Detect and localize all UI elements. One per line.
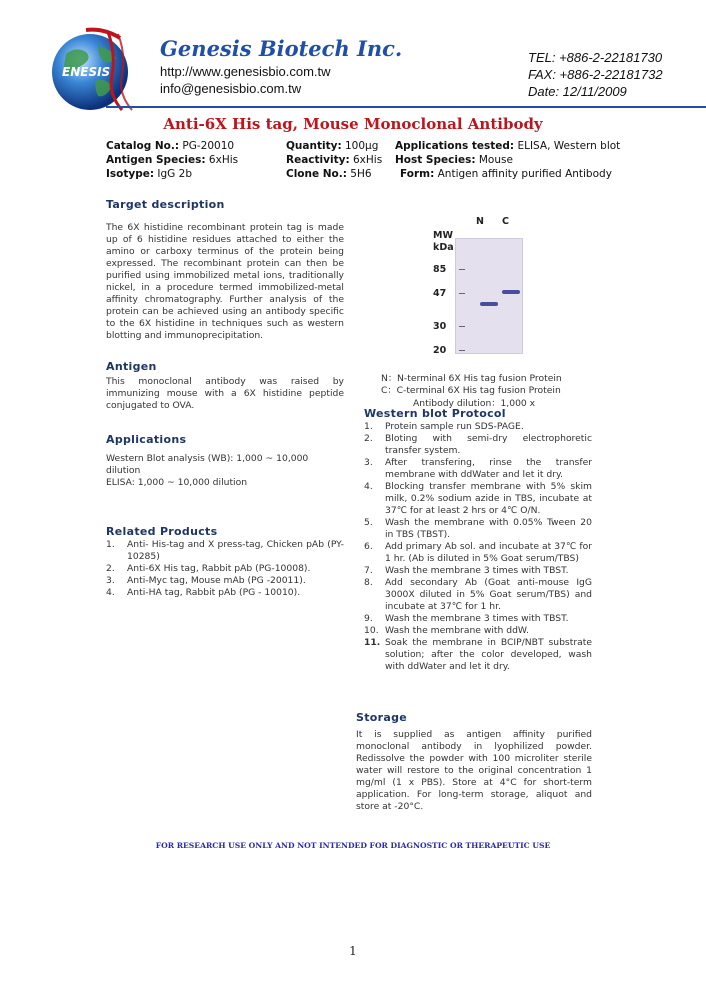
related-products-list [106,539,344,599]
antigen-heading: Antigen [106,360,157,373]
list-item: 1. Protein sample run SDS-PAGE. [364,421,524,432]
legend-c: C：C-terminal 6X His tag fusion Protein [381,385,561,396]
list-item: 6. Add primary Ab sol. and incubate at 37℃ for 1 hr. (Ab is diluted in 5% Goat serum/TBS) [364,541,592,564]
logo-text: ENESIS [62,65,111,79]
marker-85: 85 [433,264,447,275]
list-item: 5. Wash the membrane with 0.05% Tween 20 in TBS (TBST). [364,517,592,540]
antigen-species: Antigen Species: 6xHis [106,154,239,166]
legend-n: N：N-terminal 6X His tag fusion Protein [381,373,562,384]
product-title: Anti-6X His tag, Mouse Monoclonal Antibody [163,115,543,133]
catalog-number: Catalog No.: PG-20010 [106,140,235,152]
mw-label: MW [433,230,453,241]
band-c-lane [502,290,520,294]
ladder-mark [459,269,465,270]
storage-heading: Storage [356,711,408,724]
list-item: 9. Wash the membrane 3 times with TBST. [364,613,569,624]
list-item: 4. Anti-HA tag, Rabbit pAb (PG - 10010). [106,587,301,598]
clone-number: Clone No.: 5H6 [286,168,372,180]
marker-47: 47 [433,288,447,299]
document-date: Date: 12/11/2009 [528,84,627,99]
protocol-list [364,421,592,673]
research-use-disclaimer: FOR RESEARCH USE ONLY AND NOT INTENDED FOR DIAGNOSTIC OR THERAPEUTIC USE [155,841,551,850]
isotype: Isotype: IgG 2b [106,168,192,180]
reactivity: Reactivity: 6xHis [286,154,383,166]
website-link[interactable]: http://www.genesisbio.com.tw [160,64,331,79]
list-item: 7. Wash the membrane 3 times with TBST. [364,565,569,576]
tel-number: TEL: +886-2-22181730 [528,50,663,65]
form: Form: Antigen affinity purified Antibody [400,168,612,180]
ladder-mark [459,326,465,327]
list-item: 2. Anti-6X His tag, Rabbit pAb (PG-10008). [106,563,311,574]
marker-30: 30 [433,321,447,332]
list-item: 1. Anti- His-tag and X press-tag, Chicken pAb (PY-10285) [106,539,344,562]
globe-logo-icon [46,24,138,116]
host-species: Host Species: Mouse [395,154,513,166]
list-item: 10. Wash the membrane with ddW. [364,625,529,636]
list-item: 8. Add secondary Ab (Goat anti-mouse IgG 3000X diluted in 5% Goat serum/TBS) and incubate at 37℃ for 1 hr. [364,577,592,612]
western-blot-image [455,238,523,354]
related-heading: Related Products [106,525,218,538]
applications-heading: Applications [106,433,187,446]
company-name: Genesis Biotech Inc. [160,36,403,61]
list-item: 3. After transfering, rinse the transfer membrane with ddWater and let it dry. [364,457,592,480]
header-divider [106,106,706,108]
list-item: 3. Anti-Myc tag, Mouse mAb (PG -20011). [106,575,306,586]
page-number: 1 [349,944,357,958]
applications-elisa: ELISA: 1,000 ~ 10,000 dilution [106,477,248,488]
protocol-heading: Western blot Protocol [364,407,506,420]
antigen-text: This monoclonal antibody was raised by immunizing mouse with a 6X histidine peptide conjugated to OVA. [106,376,344,411]
email-link[interactable]: info@genesisbio.com.tw [160,81,302,96]
list-item: 4. Blocking transfer membrane with 5% skim milk, 0.2% sodium azide in TBS, incubate at 37℃ for at least 2 hrs or 4℃ O/N. [364,481,592,516]
band-n-lane [480,302,498,306]
antibody-dilution: Antibody dilution：1,000 x [413,398,536,409]
applications-tested: Applications tested: ELISA, Western blot [395,140,621,152]
target-description: The 6X histidine recombinant protein tag is made up of 6 histidine residues attached to either the amino or carboxy terminus of the protein being expressed. The recombinant protein can then be purified using immobilized metal ions, traditionally nickel, in a procedure termed immobilized-metal affinity chromatography. Further analysis of the protein can be achieved using an antibody specific to the 6X histidine in techniques such as western blotting and immunoprecipitation. [106,222,344,341]
fax-number: FAX: +886-2-22181732 [528,67,663,82]
quantity: Quantity: 100µg [286,140,379,152]
applications-wb: Western Blot analysis (WB): 1,000 ~ 10,000 dilution [106,453,309,476]
lane-c-label: C [502,216,509,227]
ladder-mark [459,293,465,294]
marker-20: 20 [433,345,447,356]
storage-text: It is supplied as antigen affinity purified monoclonal antibody in lyophilized powder. Redissolve the powder with 100 microliter sterile water will restore to the original concentration 1 mg/ml (1 x PBS). Store at 4°C for short-term application. For long-term storage, aliquot and store at -20°C. [356,729,592,812]
list-item: 11. Soak the membrane in BCIP/NBT substrate solution; after the color developed, wash with ddWater and let it dry. [364,637,592,672]
list-item: 2. Bloting with semi-dry electrophoretic transfer system. [364,433,592,456]
kda-label: kDa [433,242,454,253]
ladder-mark [459,350,465,351]
target-heading: Target description [106,198,225,211]
lane-n-label: N [476,216,484,227]
